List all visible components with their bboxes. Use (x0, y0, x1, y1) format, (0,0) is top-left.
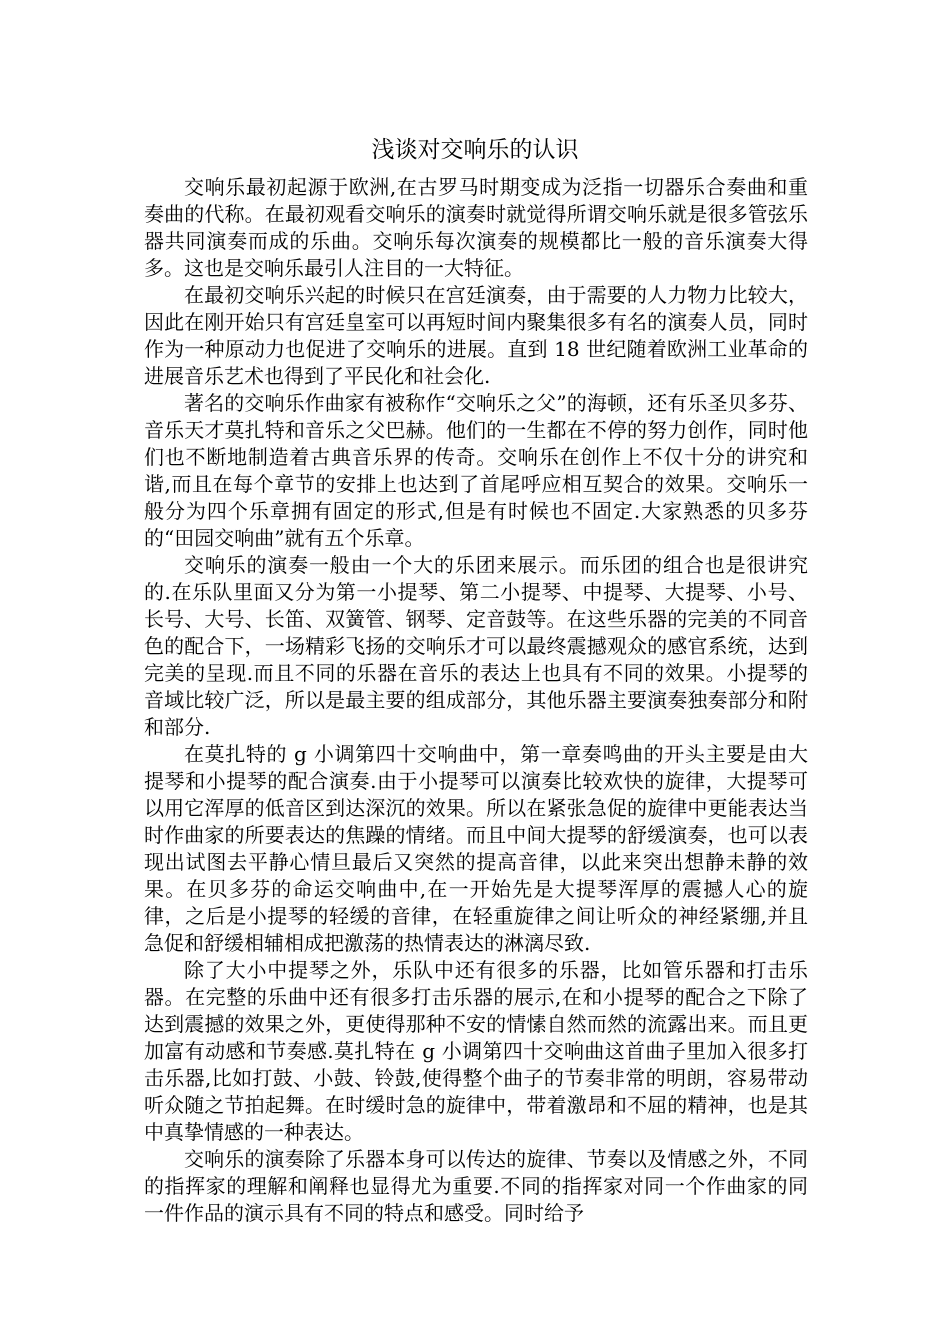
paragraph-origin: 交响乐最初起源于欧洲,在古罗马时期变成为泛指一切器乐合奏曲和重奏曲的代称。在最初观看交响乐的演奏时就觉得所谓交响乐就是很多管弦乐器共同演奏而成的乐曲。交响乐每次演奏的规模都比一般的音乐演奏大得多。这也是交响乐最引人注目的一大特征。 (144, 175, 808, 280)
paragraph-percussion: 除了大小中提琴之外，乐队中还有很多的乐器，比如管乐器和打击乐器。在完整的乐曲中还有很多打击乐器的展示,在和小提琴的配合之下除了达到震撼的效果之外，更使得那种不安的情愫自然而然的流露出来。而且更加富有动感和节奏感.莫扎特在 g 小调第四十交响曲这首曲子里加入很多打击乐器,比如打鼓、小鼓、铃鼓,使得整个曲子的节奏非常的明朗，容易带动听众随之节拍起舞。在时缓时急的旋律中，带着激昂和不屈的精神，也是其中真挚情感的一种表达。 (144, 958, 808, 1144)
document-body (144, 174, 808, 1227)
paragraph-mozart-beethoven: 在莫扎特的 g 小调第四十交响曲中，第一章奏鸣曲的开头主要是由大提琴和小提琴的配合演奏.由于小提琴可以演奏比较欢快的旋律，大提琴可以用它浑厚的低音区到达深沉的效果。所以在紧张急促的旋律中更能表达当时作曲家的所要表达的焦躁的情绪。而且中间大提琴的舒缓演奏，也可以表现出试图去平静心情旦最后又突然的提高音律，以此来突出想静未静的效果。在贝多芬的命运交响曲中,在一开始先是大提琴浑厚的震撼人心的旋律，之后是小提琴的轻缓的音律，在轻重旋律之间让听众的神经紧绷,并且急促和舒缓相辅相成把激荡的热情表达的淋漓尽致. (144, 742, 808, 955)
paragraph-composers: 著名的交响乐作曲家有被称作“交响乐之父”的海顿，还有乐圣贝多芬、音乐天才莫扎特和音乐之父巴赫。他们的一生都在不停的努力创作，同时他们也不断地制造着古典音乐界的传奇。交响乐在创作上不仅十分的讲究和谐,而且在每个章节的安排上也达到了首尾呼应相互契合的效果。交响乐一般分为四个乐章拥有固定的形式,但是有时候也不固定.大家熟悉的贝多芬的“田园交响曲”就有五个乐章。 (144, 391, 808, 550)
paragraph-history: 在最初交响乐兴起的时候只在宫廷演奏，由于需要的人力物力比较大，因此在刚开始只有宫廷皇室可以再短时间内聚集很多有名的演奏人员，同时作为一种原动力也促进了交响乐的进展。直到 18 世纪随着欧洲工业革命的进展音乐艺术也得到了平民化和社会化. (144, 283, 808, 388)
paragraph-orchestra: 交响乐的演奏一般由一个大的乐团来展示。而乐团的组合也是很讲究的.在乐队里面又分为第一小提琴、第二小提琴、中提琴、大提琴、小号、长号、大号、长笛、双簧管、钢琴、定音鼓等。在这些乐器的完美的不同音色的配合下，一场精彩飞扬的交响乐才可以最终震撼观众的感官系统，达到完美的呈现.而且不同的乐器在音乐的表达上也具有不同的效果。小提琴的音域比较广泛，所以是最主要的组成部分，其他乐器主要演奏独奏部分和附和部分. (144, 553, 808, 739)
document-title: 浅谈对交响乐的认识 (371, 137, 579, 163)
paragraph-conductors: 交响乐的演奏除了乐器本身可以传达的旋律、节奏以及情感之外，不同的指挥家的理解和阐释也显得尤为重要.不同的指挥家对同一个作曲家的同一件作品的演示具有不同的特点和感受。同时给予 (144, 1147, 808, 1225)
